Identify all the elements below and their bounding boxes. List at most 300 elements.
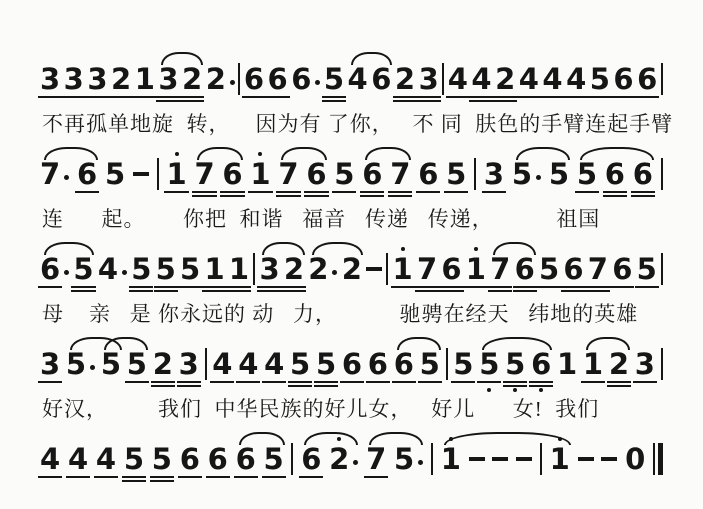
note-digit: 5 xyxy=(576,156,597,191)
underline xyxy=(109,96,133,98)
underline xyxy=(180,96,204,98)
note xyxy=(152,346,173,381)
underline xyxy=(464,286,488,288)
augmentation-dot xyxy=(64,270,69,275)
octave-dot-low xyxy=(487,388,491,392)
augmentation-dot xyxy=(315,80,320,85)
duration-dash xyxy=(366,267,382,271)
underline xyxy=(603,191,627,193)
note xyxy=(263,441,284,476)
note xyxy=(179,441,200,476)
note xyxy=(100,346,122,381)
note-digit: 3 xyxy=(40,61,61,96)
note xyxy=(204,251,225,286)
barline xyxy=(442,63,444,95)
underline xyxy=(415,290,439,292)
underline xyxy=(206,476,230,478)
note-digit: 2 xyxy=(153,350,173,379)
underline xyxy=(446,96,470,98)
barline xyxy=(661,158,663,190)
note xyxy=(40,61,61,96)
augmentation-dot xyxy=(64,175,69,180)
lyrics-line-2: 连 起。 你把 和谐 福音 传递 传递， 祖国 xyxy=(42,207,601,231)
underline xyxy=(529,385,553,387)
note-digit: 2 xyxy=(284,255,304,284)
note xyxy=(505,346,526,381)
underline xyxy=(227,286,251,288)
note-digit: 6 xyxy=(291,61,312,96)
duration-dash xyxy=(578,457,594,461)
underline xyxy=(391,286,415,288)
underline xyxy=(242,96,266,98)
underline xyxy=(192,191,216,193)
underline xyxy=(192,195,216,197)
underline xyxy=(314,385,338,387)
note xyxy=(531,346,552,381)
underline xyxy=(257,286,281,288)
underline xyxy=(227,290,251,292)
note-digit: 6 xyxy=(393,346,414,381)
note-digit: 7 xyxy=(390,160,410,189)
octave-dot-low xyxy=(539,388,543,392)
note xyxy=(604,156,625,191)
barline xyxy=(205,348,207,380)
note-digit: 1 xyxy=(466,255,486,284)
system-2 xyxy=(0,131,703,233)
underline xyxy=(151,385,175,387)
note xyxy=(40,156,69,191)
note xyxy=(394,441,423,476)
note-digit: 7 xyxy=(490,255,510,284)
note-digit: 6 xyxy=(222,160,242,189)
augmentation-dot xyxy=(90,365,95,370)
note-digit: 7 xyxy=(366,441,387,476)
underline xyxy=(607,385,631,387)
duration-dash xyxy=(492,457,508,461)
underline xyxy=(418,381,442,383)
underline xyxy=(360,195,384,197)
barline xyxy=(661,253,663,285)
note-digit: 5 xyxy=(538,251,560,286)
note-digit: 6 xyxy=(235,441,256,476)
note-digit: 6 xyxy=(341,346,363,381)
note xyxy=(446,156,467,191)
note xyxy=(40,251,69,286)
octave-dot-low xyxy=(513,388,517,392)
note xyxy=(366,441,387,476)
note-digit: 5 xyxy=(589,61,610,96)
note-digit: 2 xyxy=(205,61,226,96)
note xyxy=(40,441,61,476)
octave-dot-high xyxy=(401,247,405,251)
note xyxy=(212,346,233,381)
underline xyxy=(220,195,244,197)
note-digit: 1 xyxy=(204,255,224,284)
underline xyxy=(266,96,290,98)
note xyxy=(131,251,152,286)
underline xyxy=(288,385,312,387)
note xyxy=(483,156,505,191)
underline xyxy=(537,286,561,288)
underline xyxy=(469,100,493,102)
underline xyxy=(276,191,300,193)
note xyxy=(347,61,368,96)
note-digit: 7 xyxy=(40,156,61,191)
underline xyxy=(586,290,610,292)
note-digit: 5 xyxy=(263,441,284,476)
underline xyxy=(257,290,281,292)
augmentation-dot xyxy=(353,460,358,465)
notes-row-4 xyxy=(40,341,663,387)
underline xyxy=(282,290,306,292)
underline xyxy=(575,191,599,193)
note-digit: 4 xyxy=(95,441,117,476)
note xyxy=(392,251,413,286)
underline xyxy=(633,381,657,383)
note xyxy=(329,441,358,476)
underline xyxy=(477,381,501,383)
note xyxy=(194,156,215,191)
note xyxy=(465,251,486,286)
note xyxy=(134,61,155,96)
notes-row-3 xyxy=(40,246,663,292)
note xyxy=(447,61,468,96)
underline xyxy=(178,476,202,478)
underline xyxy=(561,286,585,288)
underline xyxy=(482,191,506,193)
underline xyxy=(469,96,493,98)
note xyxy=(453,346,474,381)
underline xyxy=(151,381,175,383)
note xyxy=(549,441,570,476)
octave-dot-high xyxy=(558,437,562,441)
underline xyxy=(180,100,204,102)
note-digit: 5 xyxy=(65,346,87,381)
note xyxy=(158,61,179,96)
underline xyxy=(202,290,226,292)
note-digit: 1 xyxy=(134,61,155,96)
note xyxy=(97,251,127,286)
underline xyxy=(586,286,610,288)
note xyxy=(301,441,322,476)
note-digit: 5 xyxy=(126,346,147,381)
underline xyxy=(156,96,180,98)
note-digit: 6 xyxy=(515,255,535,284)
underline xyxy=(178,286,202,288)
note xyxy=(334,156,355,191)
note-digit: 6 xyxy=(531,350,551,379)
note-digit: 6 xyxy=(563,255,583,284)
barline xyxy=(658,443,663,475)
lyrics-line-3: 母 亲 是 你永远的 动 力， 驰骋在经天 纬地的英雄 xyxy=(42,302,639,326)
augmentation-dot xyxy=(536,175,541,180)
note-digit: 6 xyxy=(441,255,461,284)
underline xyxy=(439,286,463,288)
underline xyxy=(588,96,612,98)
augmentation-dot xyxy=(418,460,423,465)
note xyxy=(250,156,271,191)
note xyxy=(390,156,411,191)
underline xyxy=(340,381,364,383)
underline xyxy=(631,195,655,197)
note-digit: 4 xyxy=(542,61,563,96)
note xyxy=(290,346,311,381)
note-digit: 3 xyxy=(419,65,439,94)
underline xyxy=(71,286,95,288)
duration-dash xyxy=(516,457,532,461)
note-digit: 3 xyxy=(40,346,61,381)
note xyxy=(514,251,535,286)
note-digit: 6 xyxy=(306,160,326,189)
note xyxy=(556,346,578,381)
note xyxy=(67,441,89,476)
underline xyxy=(38,96,62,98)
note xyxy=(283,251,305,286)
underline xyxy=(417,96,441,98)
note xyxy=(587,251,608,286)
note-digit: 4 xyxy=(566,61,587,96)
note xyxy=(441,251,462,286)
note xyxy=(243,61,265,96)
note-digit: 5 xyxy=(73,255,93,284)
note xyxy=(205,61,235,96)
note-digit: 6 xyxy=(612,251,633,286)
note xyxy=(440,441,461,476)
note xyxy=(228,251,250,286)
note xyxy=(495,61,516,96)
note xyxy=(548,156,570,191)
underline xyxy=(262,476,286,478)
note xyxy=(471,61,492,96)
underline xyxy=(304,195,328,197)
underline xyxy=(125,381,149,383)
note-digit: 6 xyxy=(301,441,322,476)
note xyxy=(542,61,563,96)
barline xyxy=(253,253,255,285)
note xyxy=(180,251,201,286)
underline xyxy=(603,195,627,197)
note-digit: 0 xyxy=(625,441,646,476)
underline xyxy=(393,96,417,98)
note-digit: 5 xyxy=(394,441,415,476)
augmentation-dot xyxy=(122,270,127,275)
underline xyxy=(276,195,300,197)
barline xyxy=(661,63,663,95)
note xyxy=(367,346,388,381)
note xyxy=(259,251,280,286)
note-digit: 5 xyxy=(479,350,499,379)
note xyxy=(222,156,243,191)
note xyxy=(166,156,187,191)
note-digit: 4 xyxy=(264,346,285,381)
lyrics-line-1: 不再孤单地旋 转， 因为有 了你， 不 同 肤色的手臂连起手臂 xyxy=(42,112,674,136)
system-1 xyxy=(0,36,703,138)
underline xyxy=(388,195,412,197)
note xyxy=(612,251,633,286)
note xyxy=(126,346,147,381)
note xyxy=(613,61,634,96)
barline xyxy=(446,348,448,380)
note xyxy=(291,61,320,96)
underline xyxy=(503,385,527,387)
note xyxy=(267,61,288,96)
underline xyxy=(150,476,174,478)
note-digit: 6 xyxy=(267,61,288,96)
note-digit: 1 xyxy=(250,160,270,189)
note-digit: 6 xyxy=(605,160,625,189)
note-digit: 5 xyxy=(180,251,201,286)
note xyxy=(418,156,439,191)
duration-dash xyxy=(601,457,617,461)
note xyxy=(637,61,658,96)
note xyxy=(73,251,94,286)
note xyxy=(278,156,299,191)
note-digit: 2 xyxy=(495,65,515,94)
note-digit: 6 xyxy=(40,251,61,286)
note-digit: 6 xyxy=(418,156,439,191)
note xyxy=(418,61,439,96)
augmentation-dot xyxy=(332,270,337,275)
note-digit: 5 xyxy=(511,156,533,191)
duration-dash xyxy=(469,457,485,461)
note-digit: 1 xyxy=(582,346,604,381)
note-digit: 3 xyxy=(259,255,279,284)
note-digit: 5 xyxy=(290,350,310,379)
barline xyxy=(431,443,433,475)
underline xyxy=(513,286,537,288)
note-digit: 5 xyxy=(636,251,657,286)
underline xyxy=(366,381,390,383)
barline xyxy=(238,63,240,95)
note-digit: 5 xyxy=(453,346,474,381)
underline xyxy=(529,381,553,383)
note-digit: 4 xyxy=(97,251,118,286)
note-digit: 3 xyxy=(158,65,178,94)
underline xyxy=(635,96,659,98)
note xyxy=(589,61,610,96)
underline xyxy=(364,476,388,478)
note-digit: 2 xyxy=(111,61,132,96)
underline xyxy=(581,381,605,383)
note-digit: 2 xyxy=(182,65,202,94)
note xyxy=(341,251,362,286)
note xyxy=(393,346,414,381)
underline xyxy=(631,191,655,193)
note xyxy=(63,61,84,96)
note-digit: 5 xyxy=(446,156,467,191)
note-digit: 3 xyxy=(63,61,84,96)
underline xyxy=(503,381,527,383)
note xyxy=(362,156,383,191)
underline xyxy=(288,381,312,383)
note-digit: 1 xyxy=(556,346,578,381)
note xyxy=(207,441,228,476)
note-digit: 2 xyxy=(308,251,329,286)
underline xyxy=(38,286,62,288)
note xyxy=(123,441,144,476)
underline xyxy=(85,96,109,98)
underline xyxy=(129,290,153,292)
underline xyxy=(164,191,188,193)
note-digit: 2 xyxy=(341,251,362,286)
underline xyxy=(133,96,157,98)
note xyxy=(538,251,560,286)
note-digit: 2 xyxy=(395,65,415,94)
underline xyxy=(129,286,153,288)
note-digit: 6 xyxy=(362,160,382,189)
underline xyxy=(439,290,463,292)
note-digit: 4 xyxy=(40,441,61,476)
note-digit: 1 xyxy=(550,445,570,474)
underline xyxy=(304,191,328,193)
note-digit: 1 xyxy=(229,255,249,284)
note xyxy=(371,61,392,96)
note xyxy=(95,441,117,476)
note-digit: 6 xyxy=(371,61,392,96)
underline xyxy=(513,290,537,292)
system-5 xyxy=(0,416,703,488)
underline xyxy=(122,480,146,482)
note-digit: 5 xyxy=(419,346,440,381)
note xyxy=(155,251,176,286)
underline xyxy=(262,381,286,383)
note-digit: 4 xyxy=(518,61,539,96)
note xyxy=(518,61,539,96)
note xyxy=(111,61,132,96)
note-digit: 5 xyxy=(152,445,172,474)
system-3 xyxy=(0,226,703,328)
note-digit: 1 xyxy=(393,255,413,284)
underline xyxy=(451,381,475,383)
underline xyxy=(493,96,517,98)
barline xyxy=(291,443,293,475)
note xyxy=(178,346,199,381)
note xyxy=(419,346,440,381)
underline xyxy=(635,286,659,288)
barline xyxy=(653,443,655,475)
barline xyxy=(157,158,159,190)
underline xyxy=(444,191,468,193)
underline xyxy=(154,286,178,288)
underline xyxy=(236,381,260,383)
note-digit: 7 xyxy=(278,160,298,189)
note xyxy=(566,61,587,96)
note xyxy=(76,156,98,191)
underline xyxy=(62,96,86,98)
underline xyxy=(517,96,541,98)
note-digit: 6 xyxy=(179,441,200,476)
barline xyxy=(540,443,542,475)
underline xyxy=(314,381,338,383)
underline xyxy=(94,476,118,478)
octave-dot-high xyxy=(449,437,453,441)
note-digit: 4 xyxy=(347,61,368,96)
octave-dot-high xyxy=(474,247,478,251)
underline xyxy=(71,290,95,292)
note-digit: 6 xyxy=(367,346,388,381)
underline xyxy=(234,476,258,478)
note-digit: 4 xyxy=(67,441,89,476)
note xyxy=(634,346,655,381)
note-digit: 7 xyxy=(194,160,214,189)
underline xyxy=(248,191,272,193)
underline xyxy=(150,480,174,482)
note-digit: 5 xyxy=(131,255,151,284)
note-digit: 3 xyxy=(634,346,655,381)
augmentation-dot xyxy=(230,80,235,85)
note-digit: 2 xyxy=(609,350,629,379)
underline xyxy=(393,100,417,102)
